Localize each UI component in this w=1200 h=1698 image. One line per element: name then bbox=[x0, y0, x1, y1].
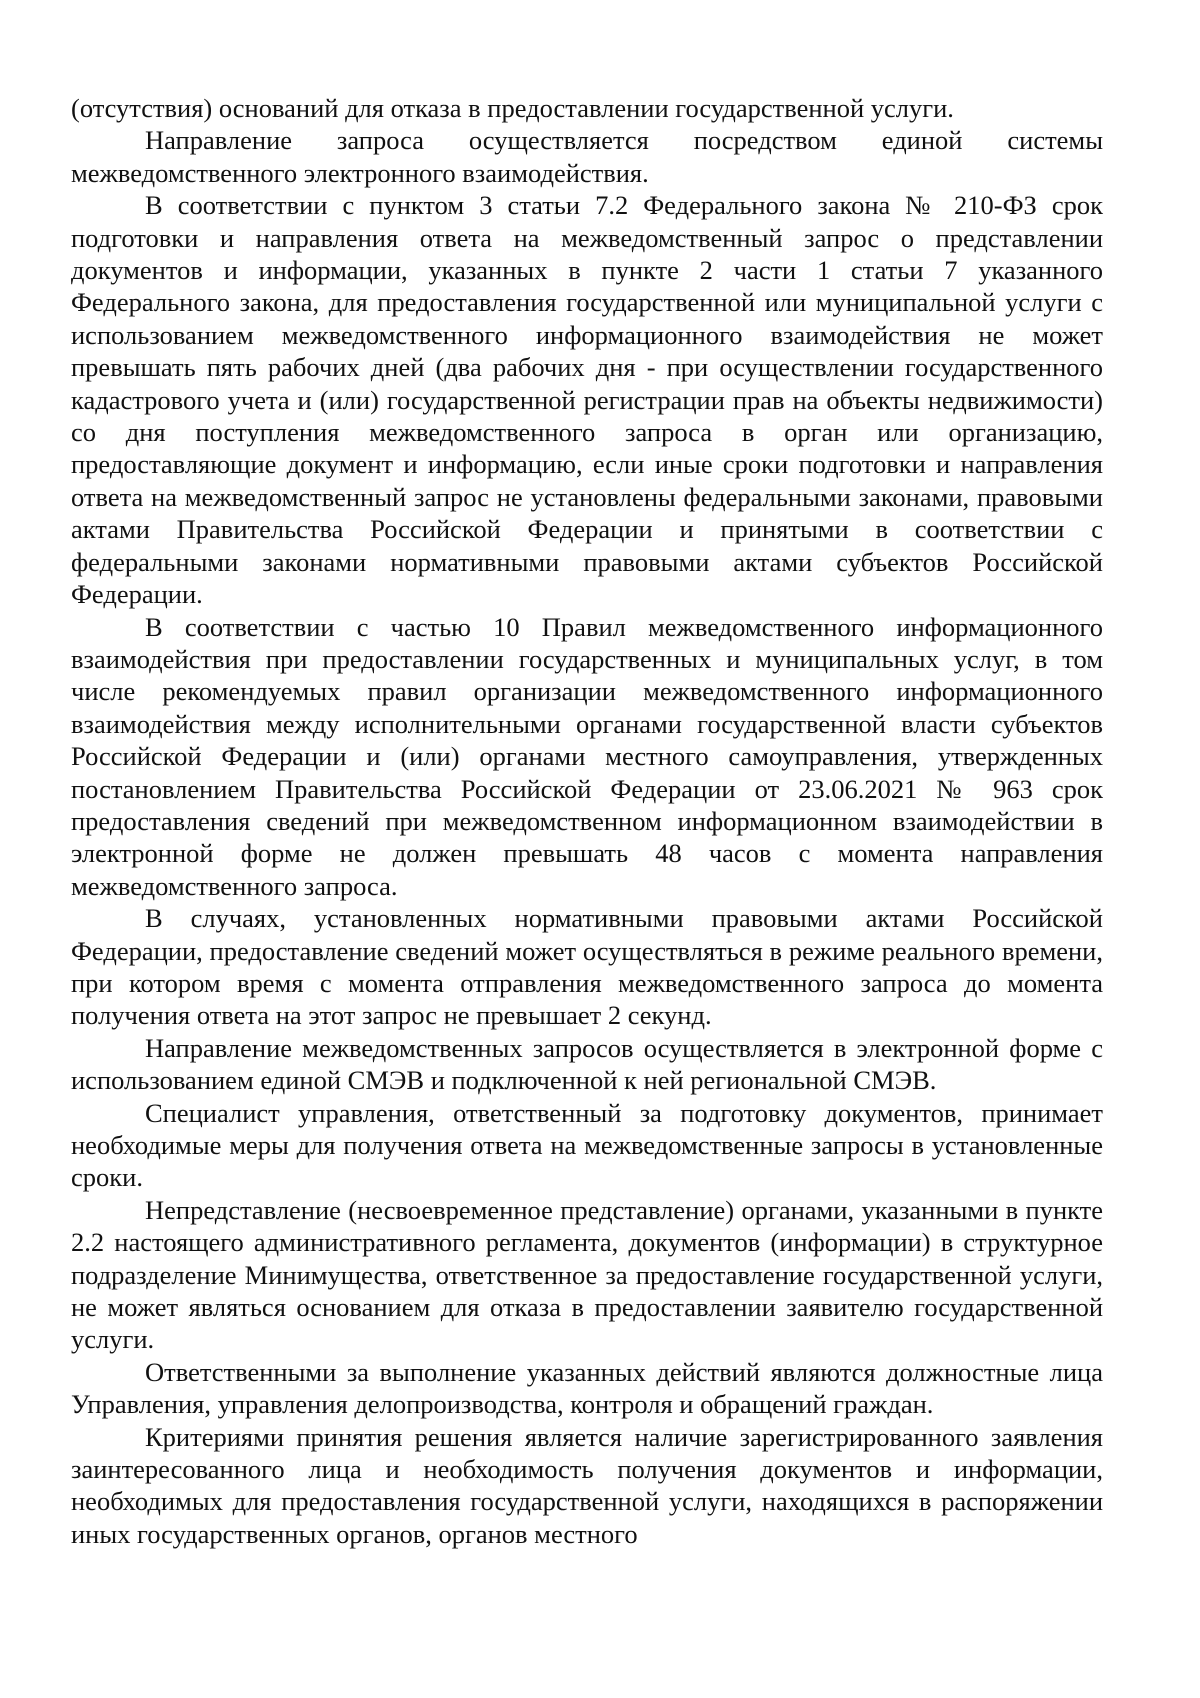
paragraph-request-direction: Направление запроса осуществляется посредством единой системы межведомственного электронного взаимодействия. bbox=[71, 125, 1103, 188]
paragraph-non-submission: Непредставление (несвоевременное представление) органами, указанными в пункте 2.2 настоящего административного регламента, документов (информации) в структурное подразделение Минимущества, ответственное за предоставление государственной услуги, не может являться основанием для отказа в предоставлении заявителю государственной услуги. bbox=[71, 1194, 1103, 1355]
paragraph-continuation: (отсутствия) оснований для отказа в предоставлении государственной услуги. bbox=[71, 93, 954, 123]
paragraph-response-deadline: В соответствии с пунктом 3 статьи 7.2 Федерального закона № 210-ФЗ срок подготовки и направления ответа на межведомственный запрос о представлении документов и информации, указанных в пункте 2 части 1 статьи 7 указанного Федерального закона, для предоставления государственной или муниципальной услуги с использованием межведомственного информационного взаимодействия не может превышать пять рабочих дней (два рабочих дня - при осуществлении государственного кадастрового учета и (или) государственной регистрации прав на объекты недвижимости) со дня поступления межведомственного запроса в орган или организацию, предоставляющие документ и информацию, если иные сроки подготовки и направления ответа на межведомственный запрос не установлены федеральными законами, правовыми актами Правительства Российской Федерации и принятыми в соответствии с федеральными законами нормативными правовыми актами субъектов Российской Федерации. bbox=[71, 190, 1103, 610]
paragraph-criteria: Критериями принятия решения является наличие зарегистрированного заявления заинтересованного лица и необходимость получения документов и информации, необходимых для предоставления государственной услуги, находящихся в распоряжении иных государственных органов, органов местного bbox=[71, 1421, 1103, 1549]
paragraph-responsible: Ответственными за выполнение указанных действий являются должностные лица Управления, управления делопроизводства, контроля и обращений граждан. bbox=[71, 1356, 1103, 1420]
paragraph-interagency-rules: В соответствии с частью 10 Правил межведомственного информационного взаимодействия при предоставлении государственных и муниципальных услуг, в том числе рекомендуемых правил организации межведомственного информационного взаимодействия между исполнительными органами государственной власти субъектов Российской Федерации и (или) органами местного самоуправления, утвержденных постановлением Правительства Российской Федерации от 23.06.2021 № 963 срок предоставления сведений при межведомственном информационном взаимодействии в электронной форме не должен превышать 48 часов с момента направления межведомственного запроса. bbox=[71, 611, 1103, 901]
paragraph-real-time: В случаях, установленных нормативными правовыми актами Российской Федерации, предоставление сведений может осуществляться в режиме реального времени, при котором время с момента отправления межведомственного запроса до момента получения ответа на этот запрос не превышает 2 секунд. bbox=[71, 903, 1103, 1031]
document-page bbox=[71, 92, 1103, 1550]
paragraph-specialist: Специалист управления, ответственный за подготовку документов, принимает необходимые меры для получения ответа на межведомственные запросы в установленные сроки. bbox=[71, 1097, 1103, 1193]
paragraph-smev: Направление межведомственных запросов осуществляется в электронной форме с использованием единой СМЭВ и подключенной к ней региональной СМЭВ. bbox=[71, 1032, 1103, 1096]
